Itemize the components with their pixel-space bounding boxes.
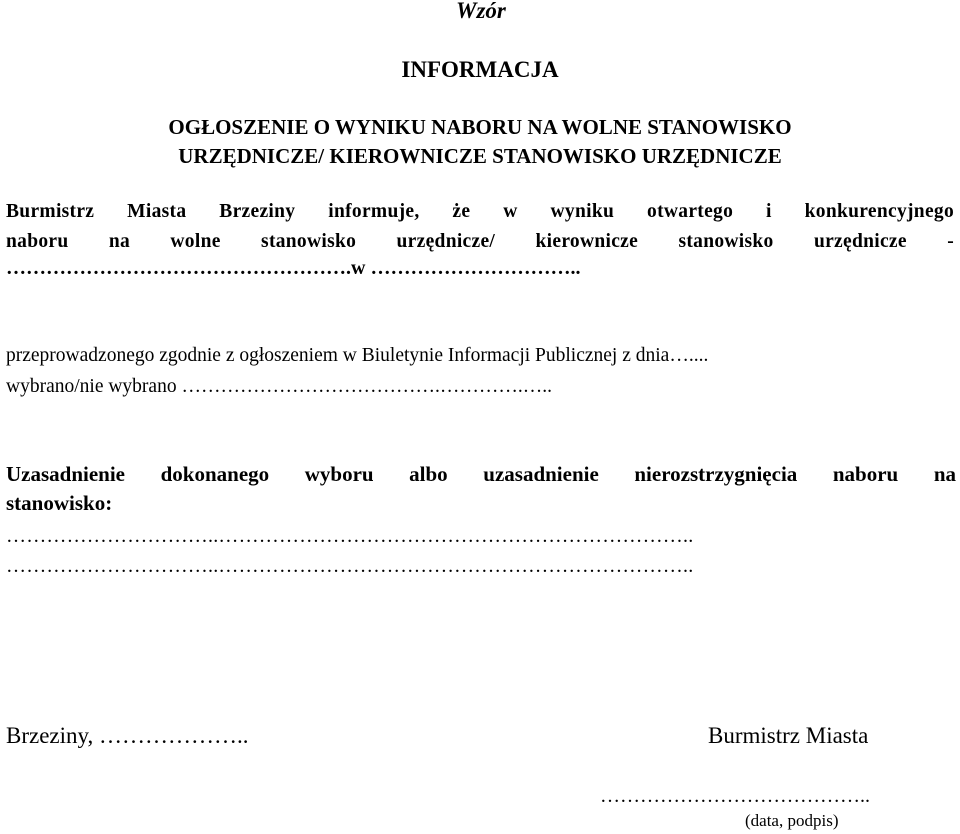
template-label: Wzór bbox=[456, 0, 506, 23]
announcement-title-line-1: OGŁOSZENIE O WYNIKU NABORU NA WOLNE STANOWISKO bbox=[168, 115, 792, 139]
justification-heading-line-2: stanowisko: bbox=[6, 491, 113, 515]
result-paragraph-line-1: Burmistrz Miasta Brzeziny informuje, że w wyniku otwartego i konkurencyjnego bbox=[6, 201, 954, 222]
signature-line: ………………………………….. bbox=[600, 785, 870, 807]
justification-fill-line-1: …………………………..…………………………………………………………….. bbox=[6, 525, 694, 547]
justification-fill-line-2: …………………………..…………………………………………………………….. bbox=[6, 555, 694, 577]
justification-heading-line-1: Uzasadnienie dokonanego wyboru albo uzasadnienie nierozstrzygnięcia naboru na bbox=[6, 462, 956, 486]
place-and-date: Brzeziny, ……………….. bbox=[6, 723, 249, 748]
result-paragraph-line-3: …………………………………………….w ………………………….. bbox=[6, 257, 581, 279]
selection-result-line: wybrano/nie wybrano ………………………………….………….….. bbox=[6, 376, 552, 397]
announcement-title-line-2: URZĘDNICZE/ KIEROWNICZE STANOWISKO URZĘDNICZE bbox=[178, 144, 782, 168]
signature-caption: (data, podpis) bbox=[745, 811, 839, 830]
bip-announcement-line: przeprowadzonego zgodnie z ogłoszeniem w Biuletynie Informacji Publicznej z dnia….... bbox=[6, 345, 709, 366]
result-paragraph-line-2: naboru na wolne stanowisko urzędnicze/ kierownicze stanowisko urzędnicze - bbox=[6, 231, 954, 252]
signatory-title: Burmistrz Miasta bbox=[708, 723, 869, 748]
document-heading: INFORMACJA bbox=[401, 57, 559, 82]
